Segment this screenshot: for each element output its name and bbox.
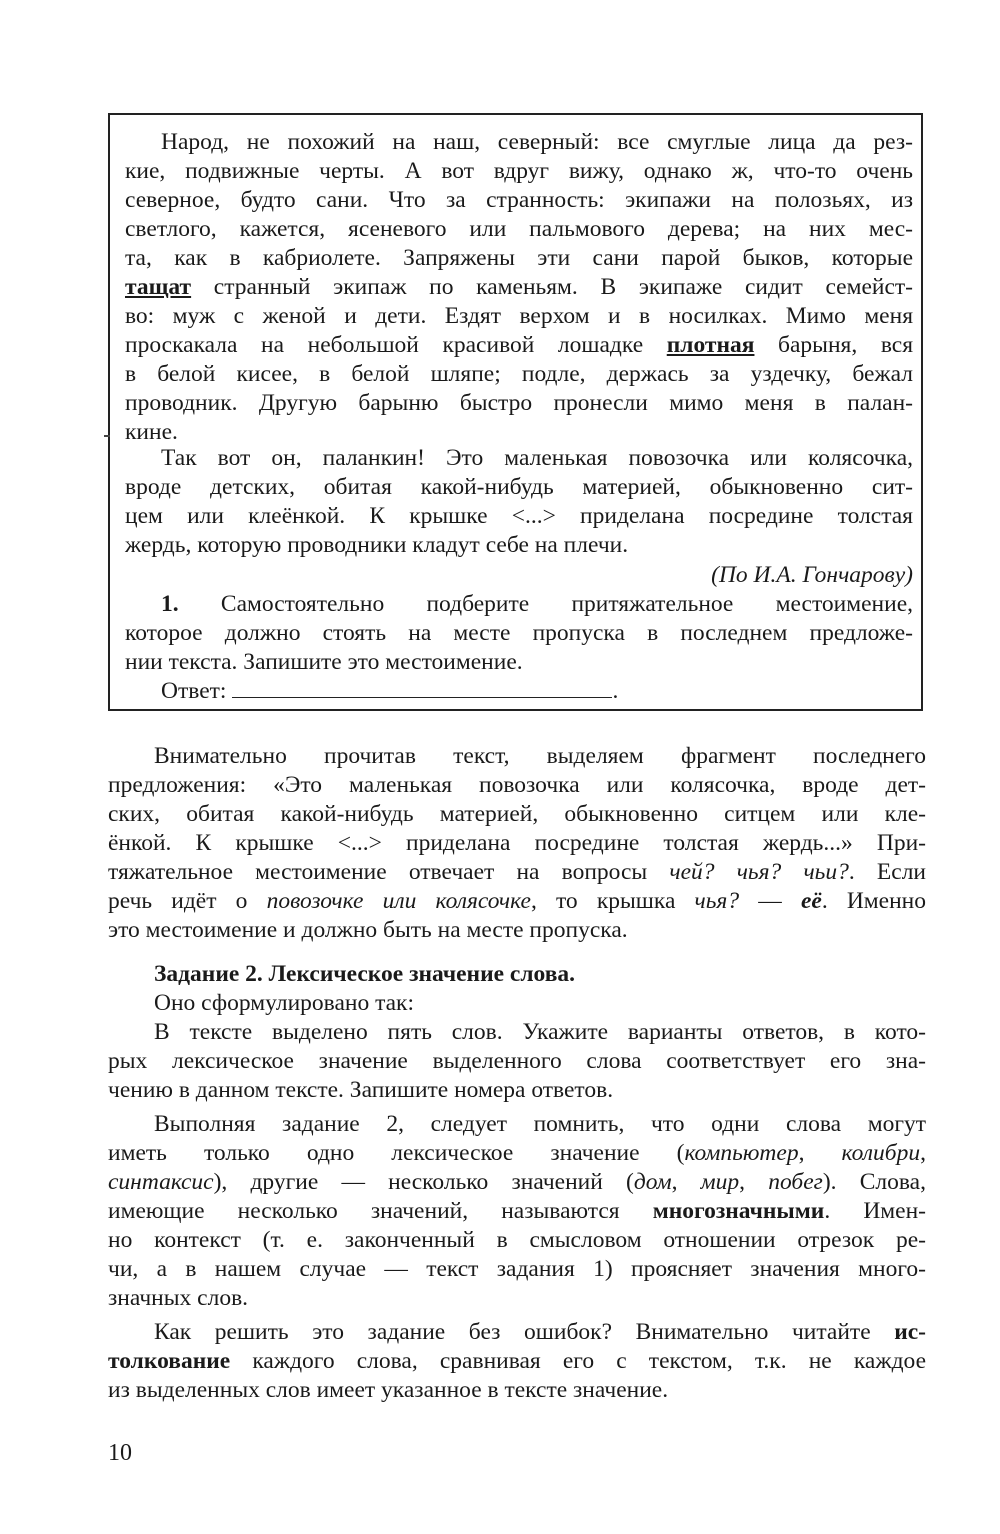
body-italic: синтаксис xyxy=(108,1169,214,1195)
body-line: чению в данном тексте. Запишите номера ответов. xyxy=(108,1077,614,1103)
body-line: но контекст (т. е. законченный в смысловом отношении отрезок ре- xyxy=(108,1227,926,1253)
body-italic: мир xyxy=(700,1169,740,1195)
excerpt-line xyxy=(125,273,913,302)
excerpt-line: светлого, кажется, ясеневого или пальмового дерева; на них мес- xyxy=(125,216,913,242)
highlighted-word-plotnaya: плотная xyxy=(666,332,755,358)
body-text: . Именно xyxy=(821,888,927,914)
excerpt-line-text: проскакала на небольшой красивой лошадке xyxy=(125,332,644,358)
body-text: , xyxy=(798,1140,805,1166)
body-line: ских, обитая какой-нибудь материей, обыкновенно ситцем или кле- xyxy=(108,801,926,827)
body-text: . Если xyxy=(848,859,926,885)
body-text: , то крышка xyxy=(530,888,676,914)
body-text: ), другие — несколько значений ( xyxy=(213,1169,634,1195)
excerpt-line: проводник. Другую барыню быстро пронесли мимо меня в палан- xyxy=(125,390,913,416)
task-2-heading: Задание 2. Лексическое значение слова. xyxy=(154,961,576,987)
body-italic: повозочке или колясочке xyxy=(266,888,531,914)
body-line: из выделенных слов имеет указанное в тексте значение. xyxy=(108,1377,669,1403)
excerpt-line: во: муж с женой и дети. Ездят верхом и в носилках. Мимо меня xyxy=(125,303,913,329)
excerpt-line: та, как в кабриолете. Запряжены эти сани парой быков, которые xyxy=(125,245,913,271)
body-line xyxy=(108,1139,926,1168)
excerpt-line: вроде детских, обитая какой-нибудь материей, обыкновенно сит- xyxy=(125,474,913,500)
body-text: . Имен- xyxy=(824,1198,926,1224)
body-italic: чья? xyxy=(694,888,740,914)
body-line: ёнкой. К крышке <...> приделана посредине толстая жердь...» При- xyxy=(108,830,926,856)
answer-row xyxy=(125,677,913,706)
body-line xyxy=(108,858,926,887)
body-italic: дом xyxy=(633,1169,672,1195)
margin-mark xyxy=(104,435,110,437)
body-line: чи, а в нашем случае — текст задания 1) проясняет значения много- xyxy=(108,1256,926,1282)
task-text: Самостоятельно подберите притяжательное местоимение, xyxy=(220,591,914,617)
excerpt-line: в белой кисее, в белой шляпе; подле, держась за уздечку, бежал xyxy=(125,361,913,387)
answer-end: . xyxy=(612,678,619,704)
body-line xyxy=(108,1318,926,1347)
body-line: предложения: «Это маленькая повозочка или колясочка, вроде дет- xyxy=(108,772,926,798)
excerpt-line-text: барыня, вся xyxy=(778,332,914,358)
task-1-line xyxy=(125,590,913,619)
excerpt-line: Так вот он, паланкин! Это маленькая повозочка или колясочка, xyxy=(161,445,913,471)
body-line: рых лексическое значение выделенного слова соответствует его зна- xyxy=(108,1048,926,1074)
body-italic: колибри xyxy=(841,1140,921,1166)
task-1-line: которое должно стоять на месте пропуска в последнем предложе- xyxy=(125,620,913,646)
body-line: Внимательно прочитав текст, выделяем фрагмент последнего xyxy=(154,743,926,769)
body-italic: компьютер xyxy=(684,1140,799,1166)
body-text: Как решить это задание без ошибок? Внимательно читайте xyxy=(154,1319,871,1345)
page-number: 10 xyxy=(108,1440,132,1466)
highlighted-word-tashchat: тащат xyxy=(125,274,192,300)
body-text: ). Слова, xyxy=(822,1169,926,1195)
answer-blank[interactable] xyxy=(232,679,612,698)
task-1-line: нии текста. Запишите это местоимение. xyxy=(125,649,523,675)
task-number: 1. xyxy=(161,591,179,617)
excerpt-line xyxy=(125,331,913,360)
body-line: синтаксис), другие — несколько значений (дом, мир, побег). Слова, xyxy=(108,1169,926,1195)
excerpt-line-text: странный экипаж по каменьям. В экипаже сидит семейст- xyxy=(213,274,913,300)
body-text: , xyxy=(920,1140,926,1166)
excerpt-line: северное, будто сани. Что за странность: экипажи на полозьях, из xyxy=(125,187,913,213)
body-line xyxy=(108,887,926,916)
body-italic: чей? чья? чьи? xyxy=(669,859,849,885)
excerpt-attribution: (По И.А. Гончарову) xyxy=(711,562,913,588)
body-line: Оно сформулировано так: xyxy=(154,990,415,1016)
excerpt-line: жердь, которую проводники кладут себе на плечи. xyxy=(125,532,629,558)
body-text: — xyxy=(758,888,782,914)
excerpt-line: кине. xyxy=(125,419,178,445)
excerpt-line: кие, подвижные черты. А вот вдруг вижу, однако ж, что-то очень xyxy=(125,158,913,184)
body-line xyxy=(108,1197,926,1226)
body-text: имеющие несколько значений, называются xyxy=(108,1198,620,1224)
excerpt-line: цем или клеёнкой. К крышке <...> приделана посредине толстая xyxy=(125,503,913,529)
body-text: речь идёт о xyxy=(108,888,248,914)
body-line: В тексте выделено пять слов. Укажите варианты ответов, в кото- xyxy=(154,1019,926,1045)
body-line xyxy=(108,1347,926,1376)
body-italic: побег xyxy=(768,1169,823,1195)
body-bold: многозначными xyxy=(652,1198,825,1224)
body-line: Выполняя задание 2, следует помнить, что одни слова могут xyxy=(154,1111,926,1137)
body-bold-italic: её xyxy=(800,888,822,914)
body-text: тяжательное местоимение отвечает на вопросы xyxy=(108,859,648,885)
body-text: иметь только одно лексическое значение ( xyxy=(108,1140,685,1166)
body-line: это местоимение и должно быть на месте пропуска. xyxy=(108,917,628,943)
excerpt-line: Народ, не похожий на наш, северный: все смуглые лица да рез- xyxy=(161,129,913,155)
body-bold: ис- xyxy=(894,1319,926,1345)
body-line: значных слов. xyxy=(108,1285,249,1311)
answer-label: Ответ: xyxy=(161,678,227,704)
body-bold: толкование xyxy=(108,1348,231,1374)
body-text: каждого слова, сравнивая его с текстом, т.к. не каждое xyxy=(252,1348,927,1374)
